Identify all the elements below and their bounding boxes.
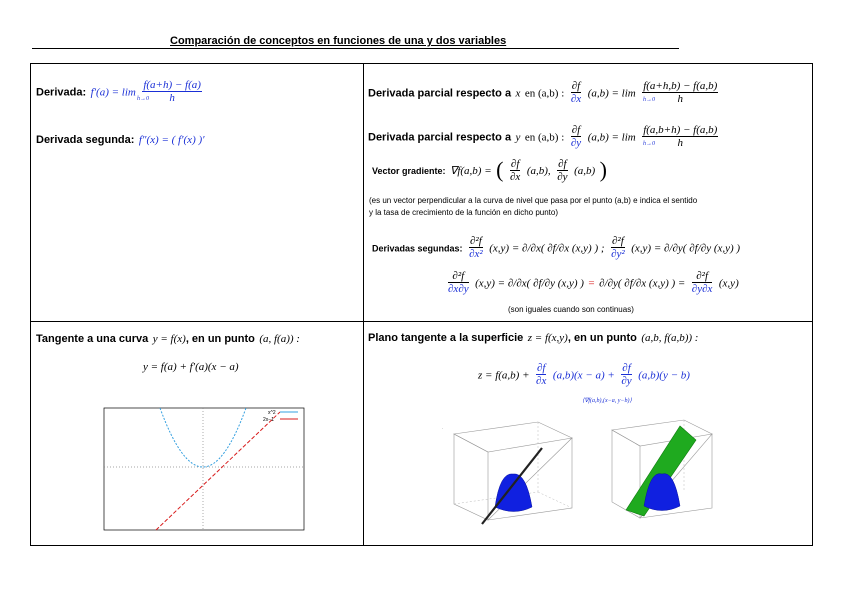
parcial-y-lim-sub: h→0: [643, 141, 655, 147]
gradiente-part1: [510, 158, 521, 183]
surface-tangent-plane-plot: [600, 412, 720, 532]
gradiente-lhs: ∇f(a,b) =: [449, 165, 492, 178]
plano-formula-dy-num: ∂f: [622, 362, 631, 374]
tangente-curva-formula: [143, 361, 239, 373]
plano-formula-dx-den: ∂x: [536, 375, 547, 387]
parcial-x-en: en (a,b) :: [524, 87, 565, 100]
derivada-row: [36, 79, 204, 104]
parcial-y-label: Derivada parcial respecto a: [368, 131, 512, 144]
derivada-denominator: h: [169, 92, 175, 104]
parcial-y-var: y: [515, 131, 521, 144]
page-title: Comparación de conceptos en funciones de una y dos variables: [170, 35, 507, 47]
mixed-3-num: ∂²f: [692, 270, 713, 283]
plano-formula-dy-den: ∂y: [621, 375, 632, 387]
segundas-xx-num: ∂²f: [470, 235, 482, 247]
plano-tangente-label: Plano tangente a la superficie: [368, 332, 524, 344]
mixed-1-num: ∂²f: [448, 270, 469, 283]
derivada-fraction: [142, 79, 202, 104]
parcial-x-den: h: [677, 93, 684, 105]
plano-tangente-en-punto: , en un punto: [567, 332, 637, 344]
parcial-x-var: x: [515, 87, 521, 100]
derivada-numerator: f(a+h) − f(a): [143, 79, 201, 91]
box-top-2: [612, 420, 712, 446]
parcial-y-mid: (a,b) = lim: [587, 131, 636, 144]
parcial-x-label: Derivada parcial respecto a: [368, 87, 512, 100]
parcial-y-en: en (a,b) :: [524, 131, 565, 144]
plano-formula-dx-num: ∂f: [536, 362, 546, 374]
tangente-curva-en-punto: , en un punto: [185, 333, 255, 345]
box-left: [454, 434, 488, 520]
gradiente-part2-arg: (a,b): [574, 165, 596, 178]
parcial-x-mid: (a,b) = lim: [587, 87, 636, 100]
tangent-line-3d: [482, 448, 542, 524]
derivada-lhs: f′(a) = lim: [90, 86, 136, 99]
title-underline: [32, 48, 679, 49]
parcial-y-lhs-den: ∂y: [570, 137, 582, 149]
parcial-x-lhs-num: ∂f: [571, 80, 581, 92]
gradiente-part1-den: ∂x: [509, 170, 521, 183]
parcial-x-row: [368, 80, 720, 105]
tangente-curva-point: (a, f(a)) :: [259, 333, 300, 345]
gradiente-part2: [557, 158, 568, 183]
segundas-yy-num: ∂²f: [611, 235, 624, 247]
segundas-yy-den: ∂y²: [611, 248, 625, 260]
parcial-y-lhs-num: ∂f: [571, 124, 581, 136]
segunda-label: Derivada segunda:: [36, 134, 135, 146]
mixed-row: [446, 270, 739, 295]
segundas-xx: [469, 235, 483, 260]
mixed-2-rhs: ∂/∂y( ∂f/∂x (x,y) ) =: [599, 277, 686, 290]
segundas-row: [372, 235, 740, 260]
gradiente-part2-den: ∂y: [557, 170, 568, 183]
gradiente-note-2: y la tasa de crecimiento de la función en dicho punto): [369, 208, 559, 217]
legend-tangent: 2x−1: [263, 417, 274, 423]
gradiente-note-1: (es un vector perpendicular a la curva de nivel que pasa por el punto (a,b) e indica el sentido: [369, 196, 698, 205]
segundas-xx-rhs: (x,y) = ∂/∂x( ∂f/∂x (x,y) ) ;: [489, 242, 605, 255]
mixed-equals: =: [588, 277, 595, 290]
tangente-curva-curve: y = f(x): [152, 333, 186, 345]
parcial-y-den: h: [677, 137, 684, 149]
segunda-formula: f″(x) = ( f′(x) )′: [138, 134, 205, 146]
gradiente-part1-num: ∂f: [510, 157, 520, 170]
gradiente-label: Vector gradiente:: [372, 166, 446, 177]
mixed-1-rhs: (x,y) = ∂/∂x( ∂f/∂y (x,y) ): [475, 277, 584, 290]
plano-formula-dy-tail: (a,b)(y − b): [638, 369, 690, 382]
gradiente-part2-num: ∂f: [558, 157, 567, 170]
plano-formula-dx: [536, 362, 547, 387]
mixed-3-rhs: (x,y): [718, 277, 739, 290]
plano-tangente-row: [368, 328, 698, 346]
parcial-x-num: f(a+h,b) − f(a,b): [643, 80, 718, 92]
segunda-row: [36, 130, 205, 148]
plano-tangente-surface: z = f(x,y): [527, 332, 568, 344]
gradiente-row: [372, 157, 607, 183]
plano-formula-under: ⟨∇f(a,b),(x−a, y−b)⟩: [582, 398, 632, 404]
tangente-curva-formula-text: y = f(a) + f′(a)(x − a): [143, 361, 239, 373]
tangente-curva-label: Tangente a una curva: [36, 333, 149, 345]
parcial-y-lhs: [571, 124, 582, 149]
gradiente-open-paren: (: [496, 157, 504, 182]
parcial-y-row: [368, 124, 720, 149]
tangent-curve-plot: [98, 406, 308, 538]
box-back-bottom-2: [538, 492, 572, 508]
legend-parabola: x^2: [268, 410, 276, 416]
parcial-x-lim-sub: h→0: [643, 97, 655, 103]
tangente-curva-row: [36, 329, 300, 347]
segundas-note: (son iguales cuando son continuas): [508, 305, 634, 314]
segundas-yy: [611, 235, 625, 260]
plano-formula-lhs: z = f(a,b) +: [478, 369, 530, 382]
paraboloid-surface: [495, 474, 532, 512]
parcial-y-num: f(a,b+h) − f(a,b): [643, 124, 718, 136]
gradiente-close-paren: ): [599, 157, 607, 182]
parcial-x-lhs: [571, 80, 582, 105]
table-divider-horizontal: [30, 321, 813, 322]
box-top: [454, 422, 572, 452]
gradiente-part1-arg: (a,b),: [526, 165, 551, 178]
plano-formula-dx-tail: (a,b)(x − a) +: [552, 369, 615, 382]
mixed-3: [692, 270, 713, 295]
segundas-yy-rhs: (x,y) = ∂/∂y( ∂f/∂y (x,y) ): [631, 242, 741, 255]
segundas-label: Derivadas segundas:: [372, 243, 463, 254]
surface-tangent-line-plot: [440, 412, 590, 532]
segundas-xx-den: ∂x²: [469, 248, 483, 260]
plano-tangente-point: (a,b, f(a,b)) :: [641, 332, 699, 344]
mixed-1: [448, 270, 469, 295]
plot-frame: [104, 408, 304, 530]
table-divider-vertical: [363, 63, 364, 546]
derivada-label: Derivada:: [36, 86, 87, 99]
plano-formula-dy: [621, 362, 632, 387]
parcial-x-lhs-den: ∂x: [570, 93, 582, 105]
derivada-lim-sub: h→0: [137, 96, 149, 102]
mixed-3-den: ∂y∂x: [691, 283, 713, 295]
plano-formula-row: [478, 362, 690, 387]
mixed-1-den: ∂x∂y: [448, 283, 469, 295]
axis-tick: ·: [442, 426, 444, 431]
